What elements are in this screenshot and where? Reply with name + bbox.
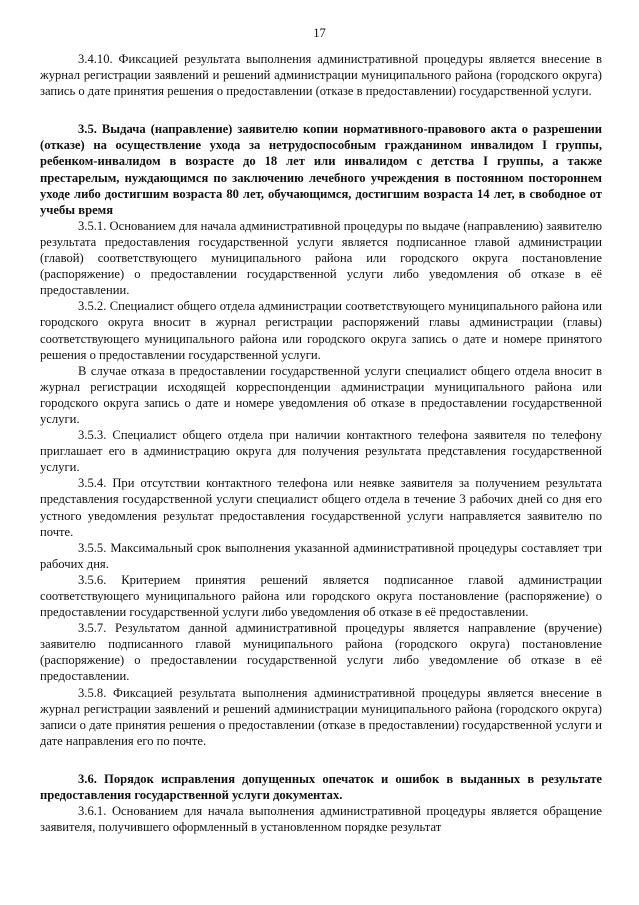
- section-gap: [40, 99, 602, 121]
- paragraph: 3.5.8. Фиксацией результата выполнения административной процедуры является внесение в журнал регистрации заявлений и решений администрации муниципального района (городского округа) записи о дате принятия решения о предоставлении (отказе в предоставлении) государственной услуги и дате направления его по почте.: [40, 685, 602, 748]
- section-heading: 3.5. Выдача (направление) заявителю копии нормативного-правового акта о разрешении (отказе) на осуществление ухода за нетрудоспособным гражданином инвалидом I группы, ребенком-инвалидом в возрасте до 18 лет или инвалидом с детства I группы, а также престарелым, нуждающимся по заключению лечебного учреждения в постоянном постороннем уходе либо достигшим возраста 80 лет, обучающимся, достигшим возраста 14 лет, в свободное от учебы время: [40, 122, 602, 217]
- section-heading: 3.6. Порядок исправления допущенных опечаток и ошибок в выданных в результате предоставления государственной услуги документах.: [40, 771, 602, 803]
- paragraph: 3.6.1. Основанием для начала выполнения административной процедуры является обращение заявителя, получившего оформленный в установленном порядке результат: [40, 804, 602, 835]
- document-body: [40, 51, 602, 835]
- paragraph: 3.5.1. Основанием для начала административной процедуры по выдаче (направлению) заявителю результата предоставления государственной услуги является подписанное главой администрации (главой) соответствующего муниципального района или городского округа постановление (распоряжение) о предоставлении государственной услуги либо уведомления об отказе в её предоставлении.: [40, 218, 602, 298]
- paragraph: В случае отказа в предоставлении государственной услуги специалист общего отдела вносит в журнал регистрации исходящей корреспонденции администрации муниципального района или городского округа запись о дате и номере уведомления об отказе в предоставлении государственной услуги.: [40, 363, 602, 426]
- paragraph: 3.5.2. Специалист общего отдела администрации соответствующего муниципального района или городского округа вносит в журнал регистрации распоряжений главы администрации (главы) соответствующего муниципального района или городского округа запись о дате и номере принятого решения о предоставлении государственной услуги.: [40, 299, 602, 362]
- page-number: 17: [313, 26, 326, 40]
- paragraph: 3.5.7. Результатом данной административной процедуры является направление (вручение) заявителю подписанного главой муниципального района (городского округа) постановление (распоряжение) о предоставлении государственной услуги либо уведомление об отказе в её предоставлении.: [40, 621, 602, 684]
- paragraph: 3.5.3. Специалист общего отдела при наличии контактного телефона заявителя по телефону приглашает его в администрацию округа для получения результата представления государственной услуги.: [40, 428, 602, 475]
- section-gap: [40, 749, 602, 771]
- paragraph: 3.5.5. Максимальный срок выполнения указанной административной процедуры составляет три рабочих дня.: [40, 540, 602, 571]
- paragraph: 3.4.10. Фиксацией результата выполнения административной процедуры является внесение в журнал регистрации заявлений и решений администрации муниципального района (городского округа) запись о дате принятия решения о предоставлении (отказе в предоставлении) государственной услуги.: [40, 52, 602, 99]
- paragraph: 3.5.4. При отсутствии контактного телефона или неявке заявителя за получением результата представления государственной услуги специалист общего отдела в течение 3 рабочих дней со дня его устного уведомления результат предоставления государственной услуги направляется заявителю по почте.: [40, 476, 602, 539]
- paragraph: 3.5.6. Критерием принятия решений является подписанное главой администрации соответствующего муниципального района или городского округа постановление (распоряжение) о предоставлении государственной услуги либо уведомления об отказе в её предоставлении.: [40, 572, 602, 620]
